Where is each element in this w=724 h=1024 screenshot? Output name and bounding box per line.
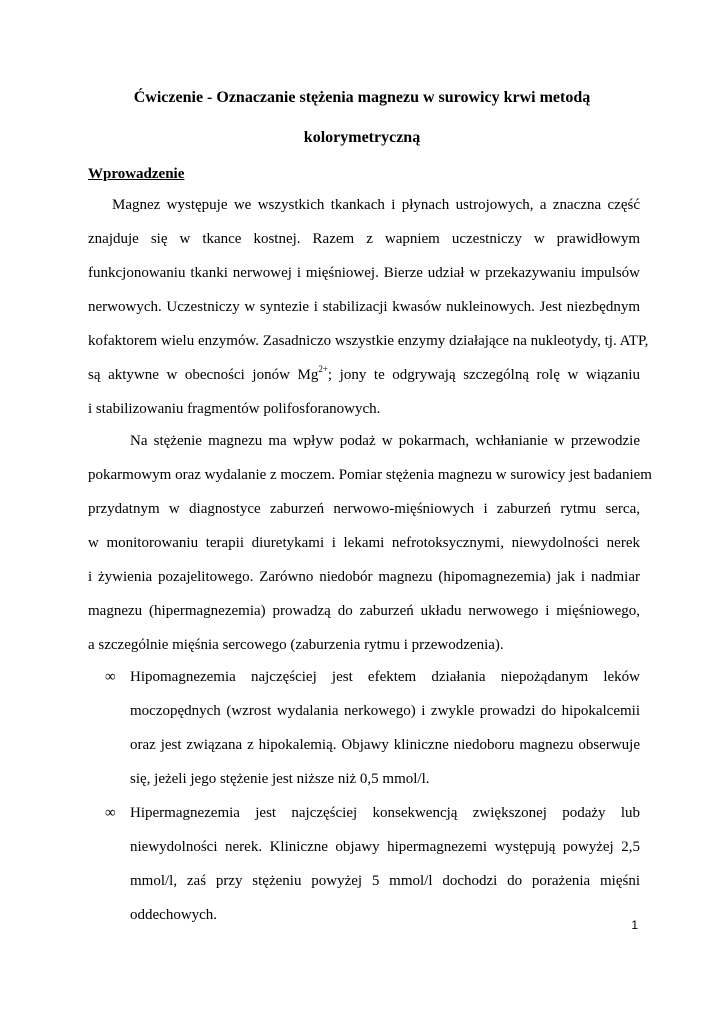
paragraph-line: a szczególnie mięśnia sercowego (zaburzenia rytmu i przewodzenia). bbox=[88, 637, 504, 653]
paragraph-line: nerwowych. Uczestniczy w syntezie i stabilizacji kwasów nukleinowych. Jest niezbędnym bbox=[88, 299, 640, 315]
paragraph-line: Na stężenie magnezu ma wpływ podaż w pokarmach, wchłanianie w przewodzie bbox=[130, 433, 640, 449]
bullet-symbol: ∞ bbox=[105, 669, 116, 685]
bullet-line: mmol/l, zaś przy stężeniu powyżej 5 mmol/l dochodzi do porażenia mięśni bbox=[130, 873, 640, 889]
bullet-line: Hipomagnezemia najczęściej jest efektem działania niepożądanym leków bbox=[130, 669, 640, 685]
paragraph-line: funkcjonowaniu tkanki nerwowej i mięśniowej. Bierze udział w przekazywaniu impulsów bbox=[88, 265, 640, 281]
superscript-charge: 2+ bbox=[318, 364, 328, 374]
page-title-line-1: Ćwiczenie - Oznaczanie stężenia magnezu w surowicy krwi metodą bbox=[133, 89, 591, 106]
paragraph-line: znajduje się w tkance kostnej. Razem z wapniem uczestniczy w prawidłowym bbox=[88, 231, 640, 247]
paragraph-magnesium-concentration bbox=[88, 424, 652, 662]
page-title-line-2: kolorymetryczną bbox=[303, 129, 421, 146]
paragraph-line: i żywienia pozajelitowego. Zarówno niedobór magnezu (hipomagnezemia) jak i nadmiar bbox=[88, 569, 640, 585]
bullet-line: się, jeżeli jego stężenie jest niższe niż 0,5 mmol/l. bbox=[130, 771, 430, 787]
page-number: 1 bbox=[631, 918, 638, 932]
paragraph-line: kofaktorem wielu enzymów. Zasadniczo wszystkie enzymy działające na nukleotydy, tj. ATP, bbox=[88, 333, 649, 349]
bullet-line: oraz jest związana z hipokalemią. Objawy kliniczne niedoboru magnezu obserwuje bbox=[130, 737, 640, 753]
bullet-hypermagnesemia bbox=[130, 796, 640, 932]
bullet-line: Hipermagnezemia jest najczęściej konsekwencją zwiększonej podaży lub bbox=[130, 805, 640, 821]
section-heading: Wprowadzenie bbox=[88, 166, 185, 182]
bullet-symbol: ∞ bbox=[105, 805, 116, 821]
bullet-line: niewydolności nerek. Kliniczne objawy hipermagnezemi występują powyżej 2,5 bbox=[130, 839, 640, 855]
paragraph-introduction bbox=[88, 188, 649, 426]
line-text: ; jony te odgrywają szczególną rolę w wiązaniu bbox=[327, 367, 640, 383]
line-text: są aktywne w obecności jonów Mg bbox=[88, 367, 319, 383]
bullet-line: oddechowych. bbox=[130, 907, 218, 923]
bullet-line: moczopędnych (wzrost wydalania nerkowego) i zwykle prowadzi do hipokalcemii bbox=[130, 703, 640, 719]
paragraph-line: Magnez występuje we wszystkich tkankach i płynach ustrojowych, a znaczna część bbox=[112, 197, 640, 213]
paragraph-line: przydatnym w diagnostyce zaburzeń nerwowo-mięśniowych i zaburzeń rytmu serca, bbox=[88, 501, 640, 517]
paragraph-line: i stabilizowaniu fragmentów polifosforanowych. bbox=[88, 401, 381, 417]
paragraph-line: w monitorowaniu terapii diuretykami i lekami nefrotoksycznymi, niewydolności nerek bbox=[88, 535, 640, 551]
paragraph-line: magnezu (hipermagnezemia) prowadzą do zaburzeń układu nerwowego i mięśniowego, bbox=[88, 603, 640, 619]
paragraph-line-with-superscript bbox=[88, 358, 640, 392]
paragraph-line: pokarmowym oraz wydalanie z moczem. Pomiar stężenia magnezu w surowicy jest badaniem bbox=[88, 467, 652, 483]
bullet-hypomagnesemia bbox=[130, 660, 640, 796]
